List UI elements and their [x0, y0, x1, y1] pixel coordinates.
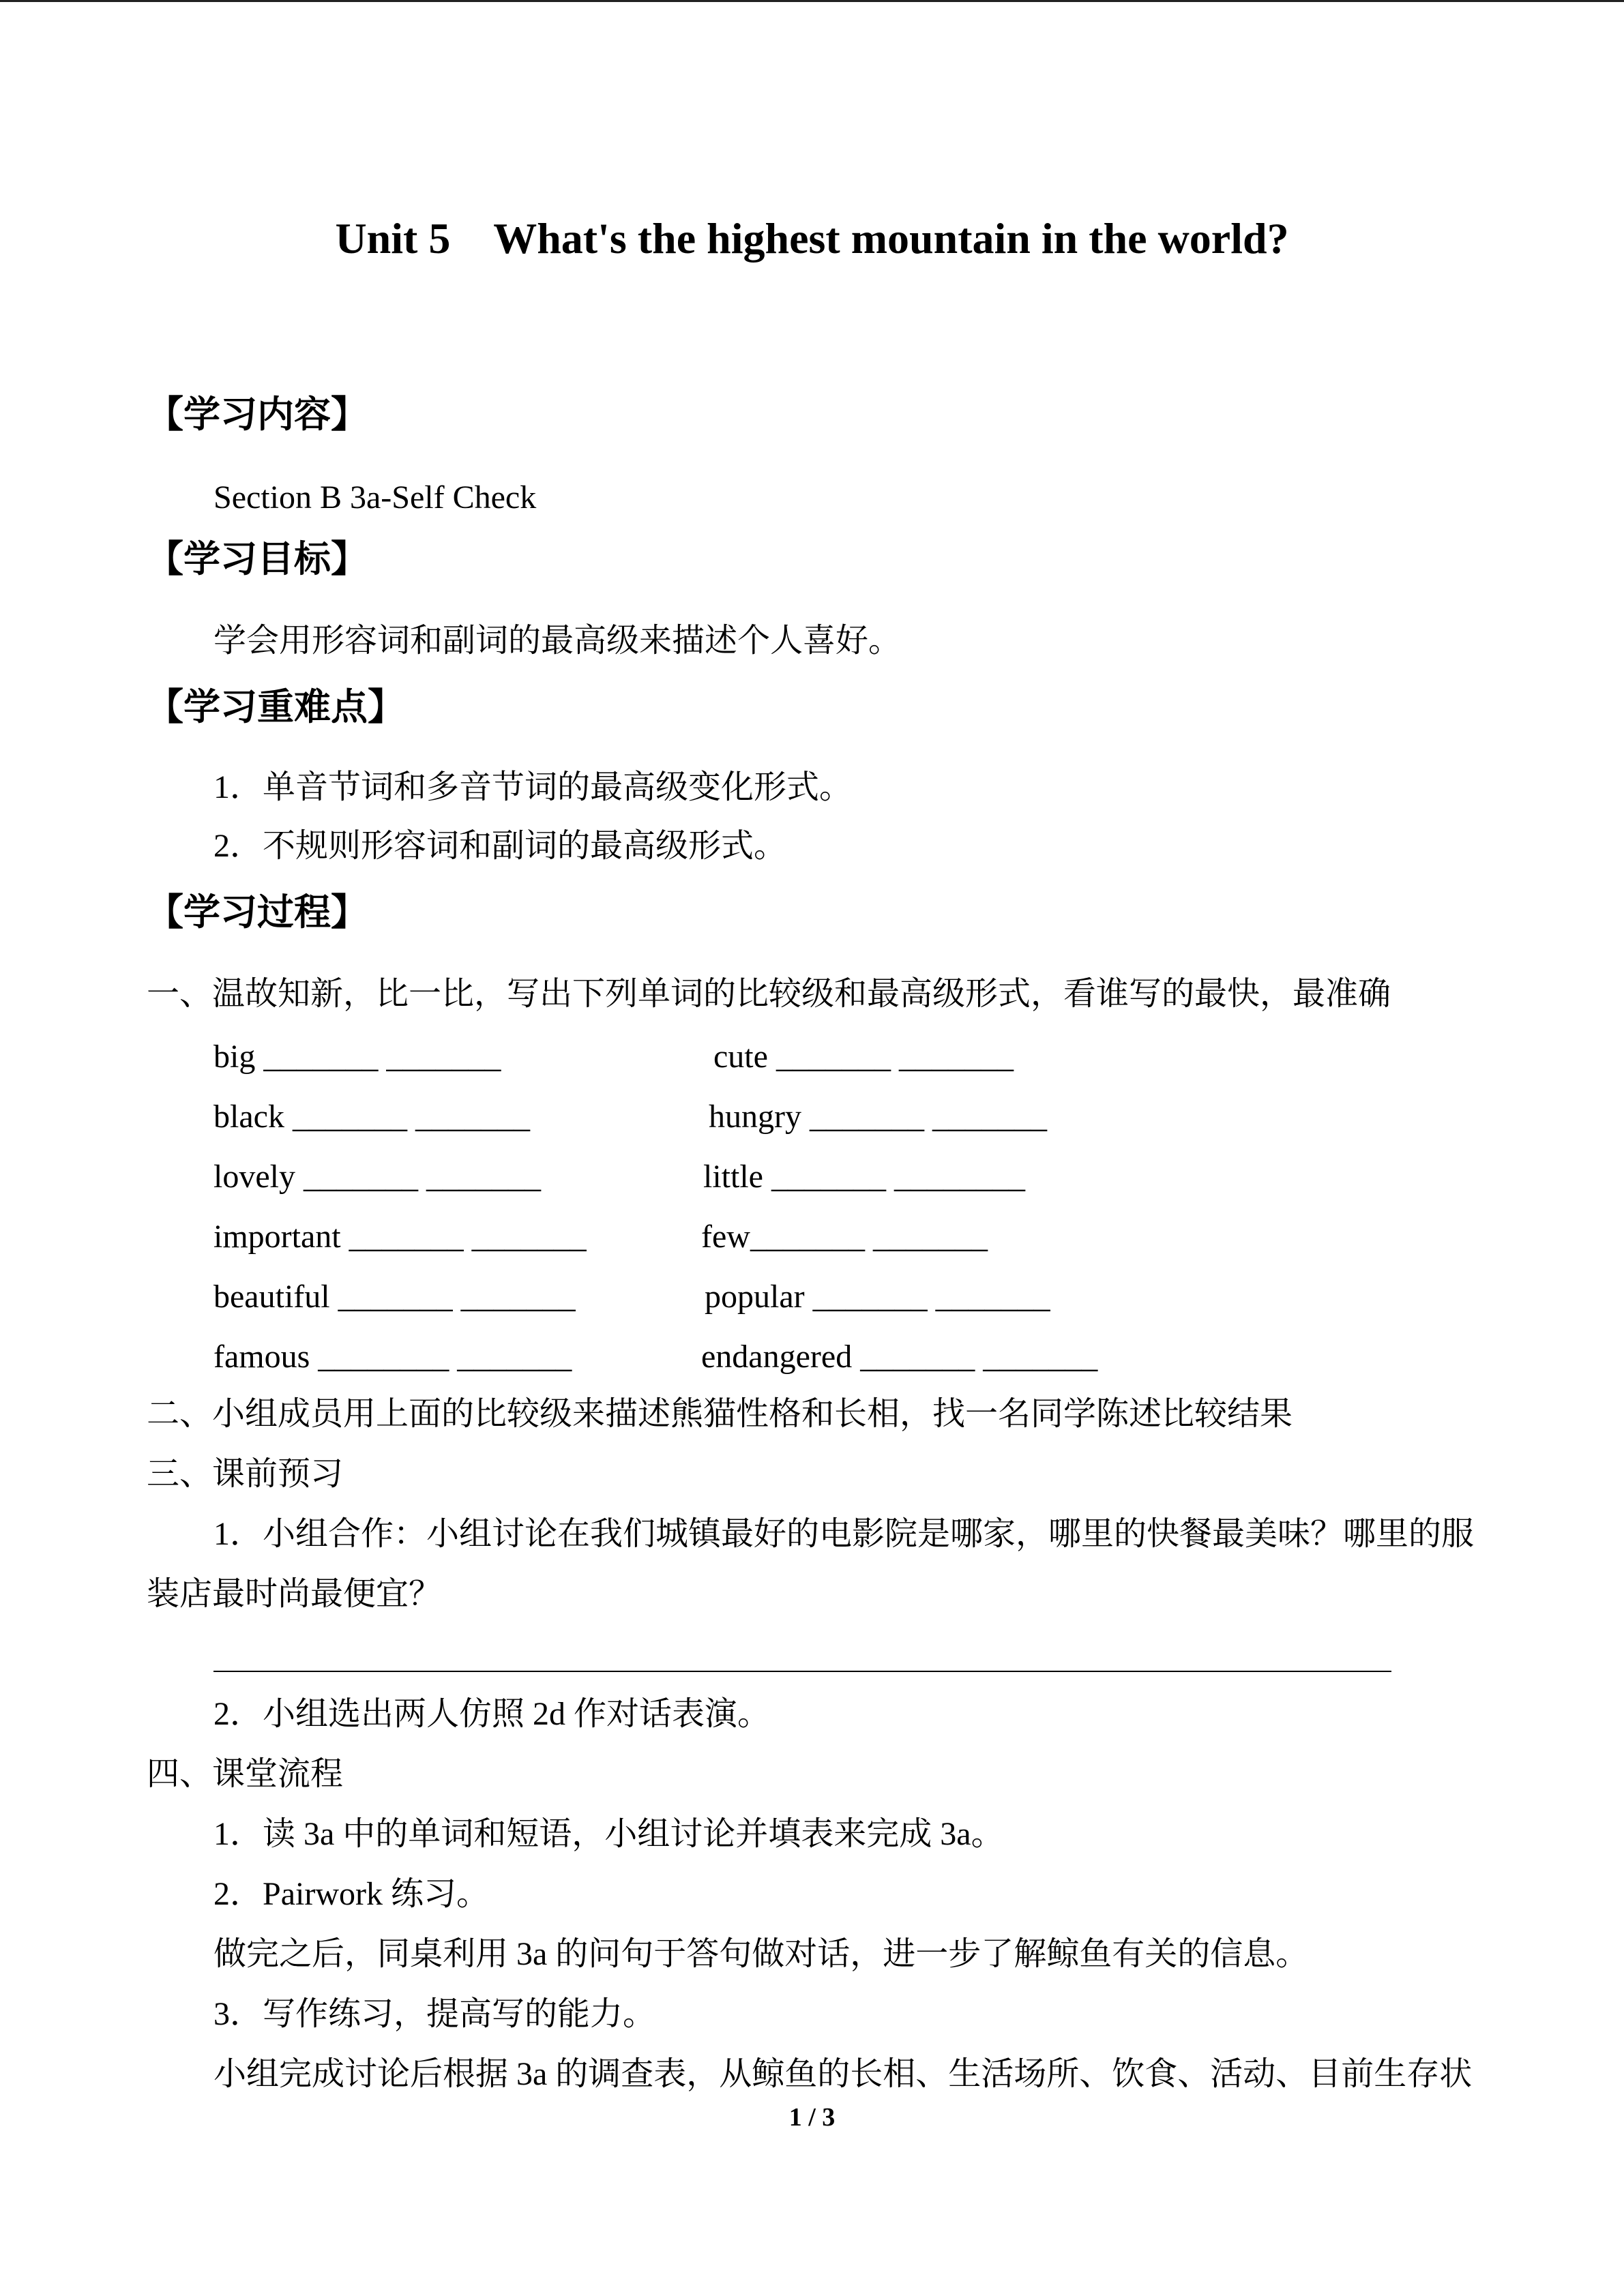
- key-point-item: 1．单音节词和多音节词的最高级变化形式。: [213, 769, 853, 805]
- part3-item1-line2: 装店最时尚最便宜？: [147, 1576, 442, 1612]
- part3-item2: 2．小组选出两人仿照 2d 作对话表演。: [213, 1696, 771, 1732]
- part4-line: 做完之后，同桌利用 3a 的问句于答句做对话，进一步了解鲸鱼有关的信息。: [213, 1936, 1309, 1972]
- part1-instruction: 一、温故知新，比一比，写出下列单词的比较级和最高级形式，看谁写的最快，最准确: [147, 976, 1391, 1012]
- word-item-right: endangered _______ _______: [701, 1339, 1098, 1375]
- word-item-right: cute _______ _______: [713, 1039, 1014, 1075]
- word-item-right: little _______ ________: [703, 1159, 1025, 1195]
- word-item-right: hungry _______ _______: [709, 1099, 1047, 1135]
- word-item-left: black _______ _______: [213, 1099, 530, 1135]
- part4-line: 3．写作练习，提高写的能力。: [213, 1996, 656, 2032]
- part2-instruction: 二、小组成员用上面的比较级来描述熊猫性格和长相，找一名同学陈述比较结果: [147, 1396, 1293, 1432]
- part3-item1-line1: 1．小组合作：小组讨论在我们城镇最好的电影院是哪家，哪里的快餐最美味？哪里的服: [213, 1516, 1475, 1552]
- word-item-left: big _______ _______: [213, 1039, 501, 1075]
- word-item-left: lovely _______ _______: [213, 1159, 541, 1195]
- part4-line: 1．读 3a 中的单词和短语，小组讨论并填表来完成 3a。: [213, 1816, 1004, 1852]
- answer-line: [213, 1671, 1391, 1672]
- word-item-left: famous ________ _______: [213, 1339, 572, 1375]
- section-heading-content: 【学习内容】: [147, 394, 368, 435]
- word-item-right: popular _______ _______: [705, 1279, 1050, 1315]
- section-content-text: Section B 3a-Self Check: [213, 479, 537, 516]
- word-item-right: few_______ _______: [701, 1219, 988, 1255]
- section-heading-process: 【学习过程】: [147, 892, 368, 933]
- page-title: Unit 5 What's the highest mountain in the world?: [335, 214, 1289, 263]
- section-goals-text: 学会用形容词和副词的最高级来描述个人喜好。: [213, 623, 902, 659]
- part4-line: 小组完成讨论后根据 3a 的调查表，从鲸鱼的长相、生活场所、饮食、活动、目前生存状: [213, 2056, 1473, 2092]
- section-heading-goals: 【学习目标】: [147, 539, 368, 580]
- part4-line: 2．Pairwork 练习。: [213, 1876, 489, 1912]
- word-item-left: beautiful _______ _______: [213, 1279, 576, 1315]
- part3-heading: 三、课前预习: [147, 1456, 344, 1492]
- section-heading-key-points: 【学习重难点】: [147, 687, 404, 728]
- page-top-border: [0, 0, 1624, 2]
- key-point-item: 2．不规则形容词和副词的最高级形式。: [213, 828, 787, 864]
- part4-heading: 四、课堂流程: [147, 1756, 344, 1792]
- page-number: 1 / 3: [788, 2103, 836, 2132]
- word-item-left: important _______ _______: [213, 1219, 587, 1255]
